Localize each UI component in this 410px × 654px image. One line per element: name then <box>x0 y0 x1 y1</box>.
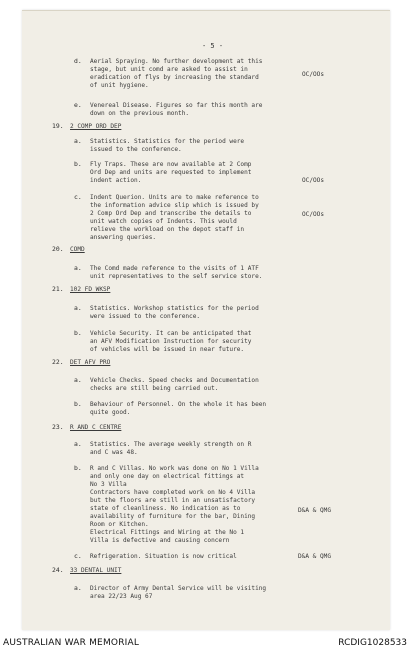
section-heading: R AND C CENTRE <box>70 424 122 431</box>
section-heading: 2 COMP ORD DEP <box>70 123 122 130</box>
section-number: 20. <box>52 245 64 253</box>
section-number: 22. <box>52 358 64 366</box>
document-page: - 5 - d. Aerial Spraying. No further development at this stage, but unit comd are asked to assist in eradication of flys by increasing the standard of unit hygiene. OC/OOs e. Venereal Disease. Figures so far this month are down on the previous month. 19. 2 COMP ORD DEP a. Statistics. Statistics for the period were issued to the conference. b. Fly Traps. These are now available at 2 Comp Ord Dep and units are requested to implement indent action. OC/OOs c. Indent Querion. Units are to make reference to the information advice slip which is issued by 2 Comp Ord Dep and transcribe the details to unit watch copies of Indents. This would relieve the workload on the depot staff in answering queries. OC/OOs 20. COMD a. The Comd made reference to the visits of 1 ATF unit representatives to the self service store. 21. 102 FD WKSP a. Statistics. Workshop statistics for the period were issued to the conference. b. Vehicle Security. It can be anticipated that an AFV Modification Instruction for security of vehicles will be issued in near future. 22. DET AFV PRO a. Vehicle Checks. Speed checks and Documentation checks are still being carried out. b. Behaviour of Personnel. On the whole it has been quite good. 23. R AND C CENTRE a. Statistics. The average weekly strength on R and C was 48. b. R and C Villas. No work was done on No 1 Villa and only one day on electrical fittings at No 3 Villa Contractors have completed work on No 4 Villa but the floors are still in an unsatisfactory state of cleanliness. No indication as to availability of furniture for the bar, Dining Room or Kitchen. Electrical Fittings and Wiring at the No 1 Villa is defective and causing concern D&A & QMG c. Refrigeration. Situation is now critical D&A & QMG 24. 33 DENTAL UNIT a. Director of Army Dental Service will be visiting area 22/23 Aug 67 <box>22 10 390 630</box>
section-heading: 102 FD WKSP <box>70 286 111 293</box>
item-ref: OC/OOs <box>302 71 325 78</box>
item-letter: d. <box>74 57 82 65</box>
section-number: 23. <box>52 423 64 431</box>
item-ref: OC/OOs <box>302 211 325 218</box>
item-letter: b. <box>74 400 82 408</box>
item-letter: a. <box>74 304 82 312</box>
item-ref: OC/OOs <box>302 177 325 184</box>
section-number: 19. <box>52 122 64 130</box>
item-letter: b. <box>74 464 82 472</box>
section-heading: DET AFV PRO <box>70 359 111 366</box>
item-letter: b. <box>74 329 82 337</box>
item-ref: D&A & QMG <box>298 553 332 560</box>
page-number: - 5 - <box>202 42 224 50</box>
section-number: 24. <box>52 566 64 574</box>
item-letter: c. <box>74 552 82 560</box>
footer-source: AUSTRALIAN WAR MEMORIAL <box>3 638 140 648</box>
section-heading: 33 DENTAL UNIT <box>70 567 122 574</box>
item-letter: a. <box>74 264 82 272</box>
item-letter: b. <box>74 160 82 168</box>
item-letter: e. <box>74 101 82 109</box>
page-edge <box>22 10 390 11</box>
section-heading: COMD <box>70 246 85 253</box>
footer-record-id: RCDIG1028533 <box>338 638 407 648</box>
item-ref: D&A & QMG <box>298 507 332 514</box>
item-letter: a. <box>74 376 82 384</box>
item-letter: a. <box>74 440 82 448</box>
section-number: 21. <box>52 285 64 293</box>
item-letter: a. <box>74 584 82 592</box>
item-letter: a. <box>74 137 82 145</box>
item-letter: c. <box>74 193 82 201</box>
